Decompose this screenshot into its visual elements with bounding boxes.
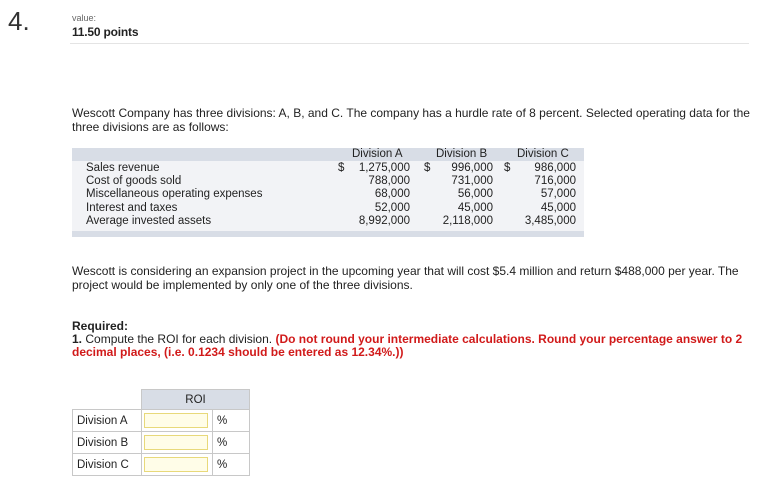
roi-row-label: Division C xyxy=(73,454,142,476)
table-row xyxy=(72,202,584,215)
currency-symbol: $ xyxy=(424,162,431,174)
cell-division-c: 716,000 xyxy=(534,175,576,188)
row-label: Cost of goods sold xyxy=(86,175,182,188)
cell-division-a: 8,992,000 xyxy=(358,214,410,227)
cell-division-a: 52,000 xyxy=(374,201,410,214)
required-item xyxy=(72,333,754,359)
intro-text: Wescott Company has three divisions: A, B, and C. The company has a hurdle rate of 8 percent. Selected operating data for the three divisions are as follows: xyxy=(72,106,750,134)
cell-division-c: 3,485,000 xyxy=(524,214,576,227)
operating-data-table xyxy=(72,148,584,237)
table-row xyxy=(72,215,584,228)
percent-unit: % xyxy=(213,410,250,432)
required-item-text: Compute the ROI for each division. xyxy=(85,332,273,346)
currency-symbol: $ xyxy=(504,162,511,174)
row-label: Average invested assets xyxy=(86,214,212,227)
roi-header-blank xyxy=(73,390,142,410)
roi-input-cell xyxy=(142,410,213,432)
cell-division-b: 56,000 xyxy=(457,188,493,201)
column-header-division-a: Division A xyxy=(352,148,403,160)
expansion-text: Wescott is considering an expansion project in the upcoming year that will cost $5.4 million and return $488,000 per year. The project would be implemented by only one of the three divisions. xyxy=(72,264,739,292)
cell-division-c: 45,000 xyxy=(540,201,576,214)
row-label: Interest and taxes xyxy=(86,201,178,214)
cell-division-b: 996,000 xyxy=(451,162,493,174)
required-instruction: (Do not round your intermediate calculations. Round your percentage answer to 2 decimal places, (i.e. 0.1234 should be entered as 12.34%.)) xyxy=(72,332,743,359)
cell-division-c: 57,000 xyxy=(540,188,576,201)
percent-unit: % xyxy=(213,432,250,454)
cell-division-a: 1,275,000 xyxy=(358,162,410,174)
roi-input-division-c[interactable] xyxy=(144,457,208,472)
roi-input-division-b[interactable] xyxy=(144,435,208,450)
roi-row-label: Division A xyxy=(73,410,142,432)
roi-header: ROI xyxy=(142,390,250,410)
points-value: 11.50 points xyxy=(72,25,139,39)
table-row xyxy=(72,188,584,201)
required-section xyxy=(72,320,754,359)
cell-division-a: 788,000 xyxy=(368,175,410,188)
header-divider xyxy=(70,43,749,44)
roi-row-label: Division B xyxy=(73,432,142,454)
roi-input-division-a[interactable] xyxy=(144,413,208,428)
table-row xyxy=(73,454,250,476)
currency-symbol: $ xyxy=(338,162,345,174)
table-row xyxy=(73,432,250,454)
cell-division-a: 68,000 xyxy=(374,188,410,201)
operating-data-header xyxy=(72,148,584,161)
row-label: Sales revenue xyxy=(86,162,160,174)
roi-answer-table xyxy=(72,389,250,476)
cell-division-b: 731,000 xyxy=(451,175,493,188)
cell-division-b: 2,118,000 xyxy=(442,214,493,227)
column-header-division-b: Division B xyxy=(436,148,488,160)
table-row xyxy=(72,175,584,188)
roi-input-cell xyxy=(142,454,213,476)
required-title: Required: xyxy=(72,319,129,333)
percent-unit: % xyxy=(213,454,250,476)
value-label: value: xyxy=(72,13,97,23)
column-header-division-c: Division C xyxy=(517,148,569,160)
question-number: 4. xyxy=(8,6,30,36)
row-label: Miscellaneous operating expenses xyxy=(86,188,263,201)
operating-data-body xyxy=(72,161,584,237)
required-item-number: 1. xyxy=(72,332,83,346)
table-row xyxy=(73,410,250,432)
cell-division-b: 45,000 xyxy=(457,201,493,214)
table-row xyxy=(72,162,584,175)
roi-input-cell xyxy=(142,432,213,454)
cell-division-c: 986,000 xyxy=(534,162,576,174)
